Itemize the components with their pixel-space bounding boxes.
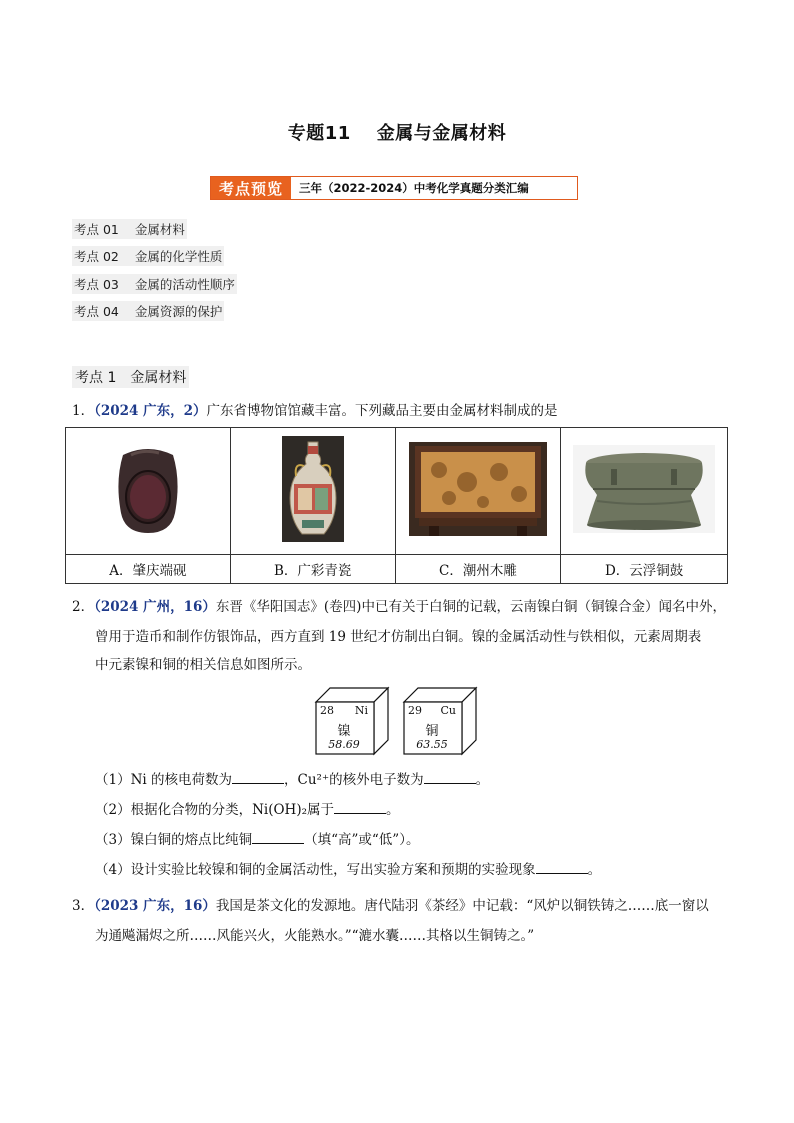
question-text: 广东省博物馆馆藏丰富。下列藏品主要由金属材料制成的是	[206, 403, 558, 419]
subq-text: 。	[475, 772, 490, 788]
subq-text: 。	[587, 862, 602, 878]
kaodian-label: 金属资源的保护	[134, 304, 223, 319]
element-name: 铜	[425, 724, 439, 739]
question-source: （2023 广东，16）	[94, 898, 216, 914]
atomic-mass: 58.69	[328, 738, 360, 751]
title-topic-number: 专题11	[287, 123, 351, 144]
subquestion-1	[95, 765, 735, 795]
answer-blank[interactable]	[334, 801, 386, 814]
element-name: 镍	[337, 724, 351, 739]
option-a-image-cell	[66, 428, 231, 555]
options-table	[65, 427, 728, 584]
title-topic-name: 金属与金属材料	[376, 123, 507, 144]
kaodian-link-1[interactable]	[72, 219, 187, 239]
kaodian-num: 考点 02	[74, 249, 119, 264]
page-title	[0, 119, 794, 145]
option-d-label: D．云浮铜鼓	[561, 555, 728, 584]
subquestion-3	[95, 825, 735, 855]
element-card-nickel	[314, 686, 406, 756]
kaodian-link-3[interactable]	[72, 274, 237, 294]
bronze-drum-image	[573, 445, 715, 533]
section-heading	[72, 366, 189, 388]
kaodian-label: 金属的活动性顺序	[134, 277, 235, 292]
section-label: 金属材料	[130, 370, 187, 386]
inkstone-image	[113, 441, 183, 537]
question-text: 我国是茶文化的发源地。唐代陆羽《茶经》中记载：“风炉以铜铁铸之……底一窗以	[215, 898, 709, 914]
banner-subtitle: 三年（2022-2024）中考化学真题分类汇编	[299, 181, 529, 195]
element-symbol: Cu	[440, 704, 456, 717]
subq-text: （2）根据化合物的分类，Ni(OH)₂属于	[95, 802, 335, 818]
option-b-image-cell	[230, 428, 395, 555]
question-text: 东晋《华阳国志》(卷四)中已有关于白铜的记载，云南镍白铜（铜镍合金）闻名中外，	[215, 599, 726, 615]
answer-blank[interactable]	[424, 771, 476, 784]
option-c-image-cell	[395, 428, 561, 555]
option-b-label: B．广彩青瓷	[230, 555, 395, 584]
option-d-image-cell	[561, 428, 728, 555]
kaodian-label: 金属材料	[134, 222, 185, 237]
subq-text: 。	[386, 802, 400, 818]
element-symbol: Ni	[354, 704, 368, 717]
kaodian-num: 考点 03	[74, 277, 119, 292]
atomic-number: 28	[320, 704, 334, 717]
subq-text: （填“高”或“低”）。	[304, 832, 420, 848]
kaodian-label: 金属的化学性质	[134, 249, 223, 264]
wood-carving-image	[409, 442, 547, 536]
kaodian-num: 考点 01	[74, 222, 119, 237]
question-2-line-3: 中元素镍和铜的相关信息如图所示。	[95, 657, 311, 673]
question-number: 1．	[72, 403, 95, 419]
atomic-mass: 63.55	[416, 738, 448, 751]
question-2-line-2: 曾用于造币和制作仿银饰品，西方直到 19 世纪才仿制出白铜。镍的金属活动性与铁相似，元素周期表	[95, 629, 702, 645]
question-3	[72, 891, 732, 921]
subquestion-2	[95, 795, 735, 825]
subq-text: ，Cu²⁺的核外电子数为	[284, 772, 424, 788]
preview-banner	[210, 176, 578, 200]
banner-tag: 考点预览	[211, 177, 291, 199]
question-source: （2024 广东，2）	[94, 403, 207, 419]
section-num: 考点 1	[75, 370, 117, 386]
question-number: 3．	[72, 898, 95, 914]
kaodian-link-2[interactable]	[72, 246, 224, 266]
subq-text: （3）镍白铜的熔点比纯铜	[95, 832, 253, 848]
answer-blank[interactable]	[252, 831, 304, 844]
subq-text: （1）Ni 的核电荷数为	[95, 772, 233, 788]
question-source: （2024 广州，16）	[94, 599, 216, 615]
answer-blank[interactable]	[232, 771, 284, 784]
kaodian-num: 考点 04	[74, 304, 119, 319]
subq-text: （4）设计实验比较镍和铜的金属活动性，写出实验方案和预期的实验现象	[95, 862, 536, 878]
atomic-number: 29	[408, 704, 422, 717]
question-number: 2．	[72, 599, 95, 615]
question-2	[72, 592, 732, 622]
subquestion-4	[95, 855, 735, 885]
answer-blank[interactable]	[536, 861, 588, 874]
porcelain-vase-image	[282, 436, 344, 542]
question-1	[72, 402, 558, 420]
kaodian-link-4[interactable]	[72, 301, 224, 321]
question-3-line-2: 为通飚漏烬之所……风能兴火，火能熟水。”“漉水囊……其格以生铜铸之。”	[95, 928, 535, 944]
option-a-label: A．肇庆端砚	[66, 555, 231, 584]
element-card-copper	[402, 686, 494, 756]
option-c-label: C．潮州木雕	[395, 555, 561, 584]
